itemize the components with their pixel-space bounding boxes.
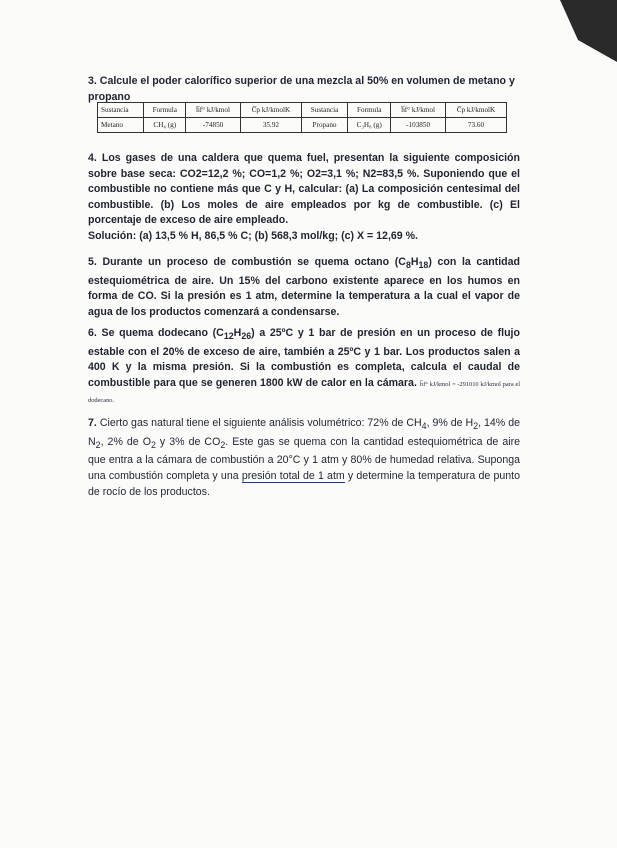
subscript: 12	[223, 331, 234, 342]
problem-7-text-c: , 14% de N	[88, 417, 520, 448]
table-cell: -103850	[391, 118, 446, 133]
problem-7	[88, 416, 520, 500]
problem-7-text-b: , 9% de H	[426, 417, 474, 429]
problem-7-text-d: , 2% de O	[100, 435, 151, 448]
subscript: 2	[473, 421, 479, 432]
subscript: 2	[95, 439, 101, 450]
table-header: C̅p kJ/kmolK	[240, 103, 301, 118]
subscript: 4	[421, 421, 427, 432]
table-cell: Propano	[301, 118, 347, 133]
table-header: h̅f° kJ/kmol	[391, 103, 446, 118]
problem-4	[88, 151, 520, 245]
table-cell: Metano	[98, 118, 144, 133]
subscript: 2	[220, 439, 226, 450]
table-cell: CH₄ (g)	[144, 118, 186, 133]
problem-4-number: 4.	[88, 152, 97, 164]
table-header: C̅p kJ/kmolK	[445, 103, 506, 118]
problem-6-text-a: Se quema dodecano (C	[101, 327, 224, 339]
problem-3-text: Calcule el poder calorífico superior de una mezcla al 50% en volumen de metano y propano	[88, 75, 515, 103]
table-header: Sustancia	[98, 103, 144, 118]
problem-3-number: 3.	[88, 75, 97, 87]
table-header-row	[98, 103, 507, 118]
problem-5	[88, 255, 520, 320]
problem-4-text: Los gases de una caldera que quema fuel, presentan la siguiente composición sobre base seca: CO2=12,2 %; CO=1,2 %; O2=3,1 %; N2=83,5 %. Suponiendo que el combustible no contiene más que C y H, calcular: (a) La composición centesimal del combustible. (b) Los moles de aire empleados por kg de combustible. (c) El porcentaje de exceso de aire empleado.	[88, 152, 520, 227]
table-header: Sustancia	[301, 103, 347, 118]
problem-6-number: 6.	[88, 327, 97, 339]
problem-6-text-h: H	[233, 327, 242, 339]
problem-5-text-b: ) con la cantidad estequiométrica de aire. Un 15% del carbono existente aparece en los humos en forma de CO. Si la presión es 1 atm, determine la temperatura a la cual el vapor de agua de los productos comenzará a condensarse.	[88, 256, 520, 318]
problem-3	[88, 74, 528, 105]
table-cell: C₃H₈ (g)	[348, 118, 391, 133]
problem-6	[88, 326, 520, 409]
table-header: h̅f° kJ/kmol	[186, 103, 241, 118]
table-header: Formula	[348, 103, 391, 118]
problem-7-text-e: y 3% de CO	[155, 435, 221, 448]
problem-7-number: 7.	[88, 417, 97, 429]
problem-6-text-b: ) a 25ºC y 1 bar de presión en un proceso de flujo estable con el 20% de exceso de aire, también a 25ºC y 1 bar. Los productos salen a 400 K y la misma presión. Si la combustión es completa, calcula el caudal de combustible para que se generen 1800 kW de calor en la cámara.	[88, 327, 520, 389]
problem-5-number: 5.	[88, 256, 97, 268]
subscript: 26	[241, 331, 252, 342]
data-table	[97, 102, 507, 133]
table-row	[98, 118, 507, 133]
problem-7-text-a: Cierto gas natural tiene el siguiente análisis volumétrico: 72% de CH	[99, 417, 422, 429]
table-cell: 73.60	[445, 118, 506, 133]
table-cell: 35.92	[240, 118, 301, 133]
problem-6-note: h̅f° kJ/kmol = -291010 kJ/kmol para el dodecano.	[88, 380, 521, 405]
table-header: Formula	[144, 103, 186, 118]
subscript: 8	[405, 260, 411, 271]
underlined-phrase: presión total de 1 atm	[241, 470, 345, 482]
problem-5-text-a: Durante un proceso de combustión se quema octano (C	[102, 256, 406, 268]
problem-7-text-g: y determine la temperatura de punto de rocío de los productos.	[88, 470, 520, 498]
subscript: 2	[150, 439, 156, 450]
table-cell: -74850	[186, 118, 241, 133]
problem-7-text-f: . Este gas se quema con la cantidad estequiométrica de aire que entra a la cámara de combustión a 20°C y 1 atm y 80% de humedad relativa. Suponga una combustión completa y una	[88, 435, 521, 482]
problem-4-solution: Solución: (a) 13,5 % H, 86,5 % C; (b) 568,3 mol/kg; (c) X = 12,69 %.	[88, 229, 418, 242]
subscript: 18	[418, 260, 429, 271]
problem-5-text-h: H	[410, 256, 419, 268]
